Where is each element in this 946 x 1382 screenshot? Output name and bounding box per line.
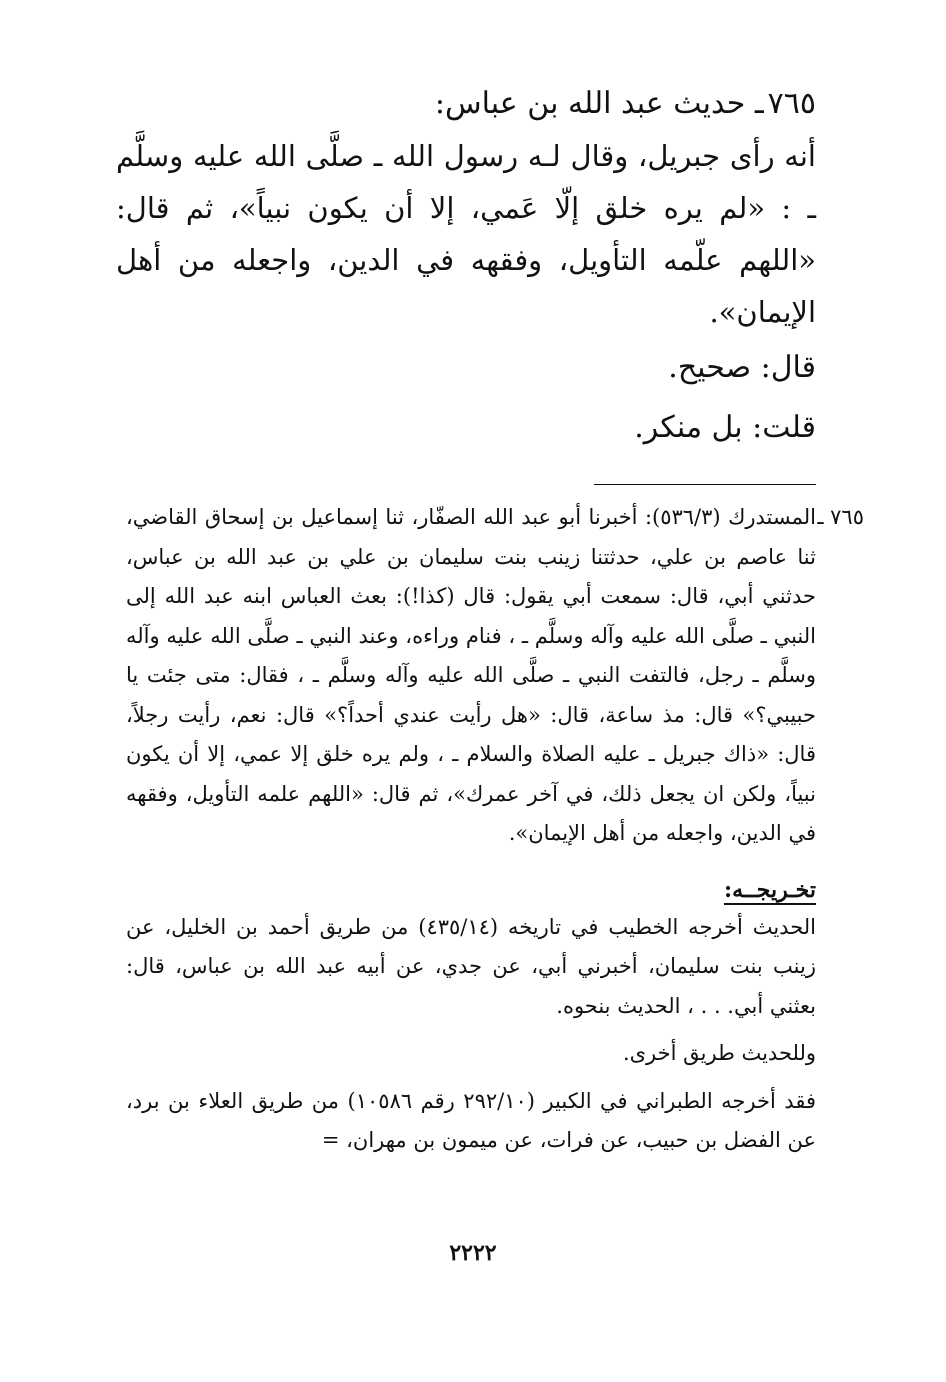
hadith-title: ـ حديث عبد الله بن عباس: bbox=[434, 86, 764, 121]
dhahabi-comment: قلت: بل منكر. bbox=[634, 410, 816, 445]
footnotes-block bbox=[126, 498, 864, 1161]
footnote-separator bbox=[594, 484, 816, 485]
hadith-heading bbox=[116, 78, 816, 130]
hadith-number: ٧٦٥ bbox=[767, 86, 816, 121]
hadith-text: أنه رأى جبريل، وقال لـه رسول الله ـ صلَّى الله عليه وسلَّم ـ : «لم يره خلق إلّا عَمي، إلا أن يكون نبياً»، ثم قال: «اللهم علّمه التأويل، وفقهه في الدين، واجعله من أهل الإيمان». bbox=[116, 139, 816, 329]
hakim-ruling: قال: صحيح. bbox=[668, 350, 816, 385]
page-number: ٢٢٢٢ bbox=[449, 1240, 497, 1266]
source-note bbox=[126, 498, 864, 854]
hadith-main-block bbox=[116, 78, 816, 458]
source-paragraph: المستدرك (٥٣٦/٣): أخبرنا أبو عبد الله الصفّار، ثنا إسماعيل بن إسحاق القاضي، ثنا عاصم بن علي، حدثتنا زينب بنت سليمان بن علي بن عبد الله بن عباس، حدثني أبي، قال: سمعت أبي يقول: قال (كذا!): بعث العباس ابنه عبد الله إلى النبي ـ صلَّى الله عليه وآله وسلَّم ـ ، فنام وراءه، وعند النبي ـ صلَّى الله عليه وآله وسلَّم ـ رجل، فالتفت النبي ـ صلَّى الله عليه وآله وسلَّم ـ ، فقال: متى جئت يا حبيبي؟» قال: مذ ساعة، قال: «هل رأيت عندي أحداً؟» قال: نعم، رأيت رجلاً، قال: «ذاك جبريل ـ عليه الصلاة والسلام ـ ، ولم يره خلق إلا عمي، إلا أن يكون نبياً، ولكن ان يجعل ذلك، في آخر عمرك»، ثم قال: «اللهم علمه التأويل، وفقهه في الدين، واجعله من أهل الإيمان». bbox=[126, 505, 816, 845]
takhrij-paragraph-2: وللحديث طريق أخرى. bbox=[622, 1041, 816, 1065]
takhrij-paragraph-3: فقد أخرجه الطبراني في الكبير (٢٩٢/١٠ رقم ١٠٥٨٦) من طريق العلاء بن برد، عن الفضل بن حبيب، عن فرات، عن ميمون بن مهران، = bbox=[126, 1088, 816, 1152]
takhrij-heading: تخـريجــه: bbox=[723, 876, 816, 903]
takhrij-paragraph-1: الحديث أخرجه الخطيب في تاريخه (٤٣٥/١٤) من طريق أحمد بن الخليل، عن زينب بنت سليمان، أخبرني أبي، عن جدي، عن أبيه عبد الله بن عباس، قال: بعثني أبي. . . ، الحديث بنحوه. bbox=[126, 914, 816, 1018]
footnote-number: ٧٦٥ ـ bbox=[817, 505, 864, 529]
